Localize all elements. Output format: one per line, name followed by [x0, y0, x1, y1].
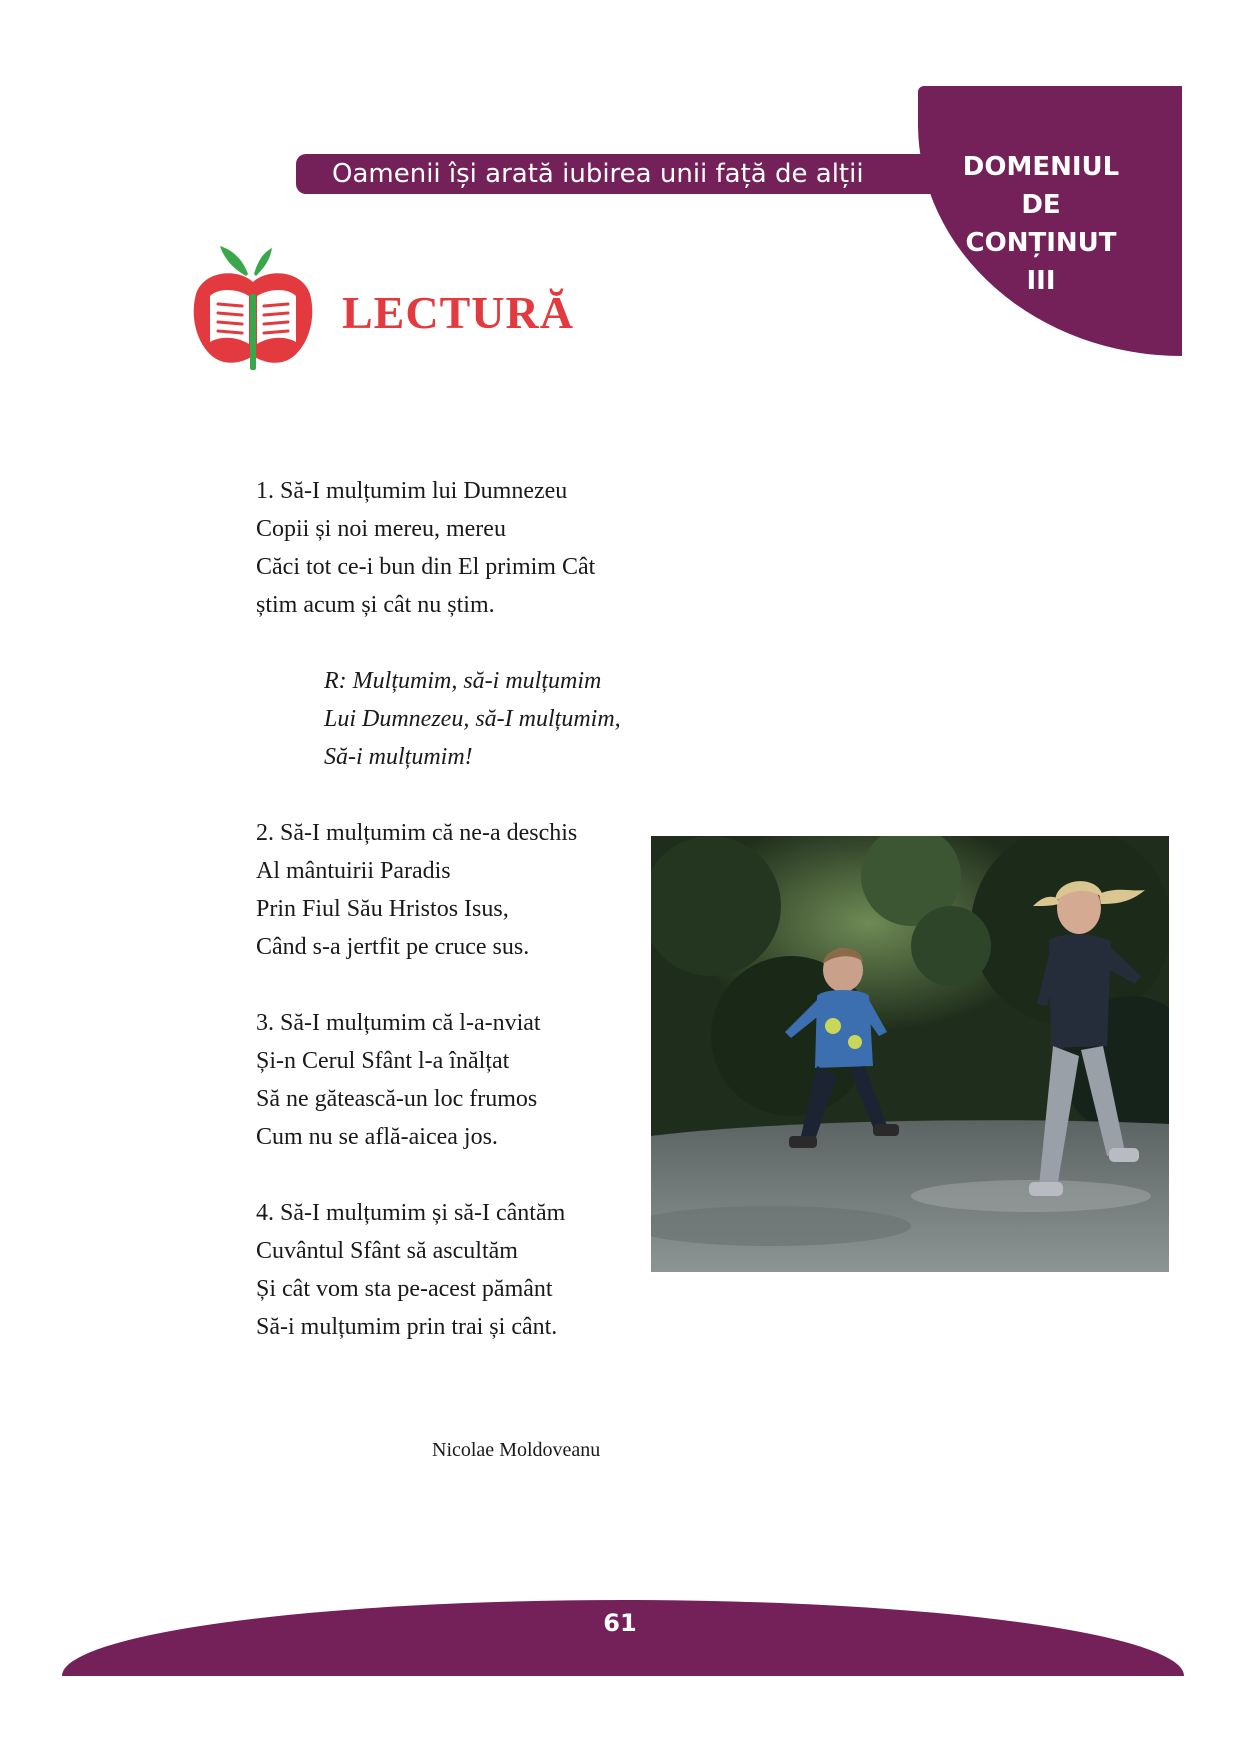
refrain — [256, 662, 676, 776]
poem-line: Cuvântul Sfânt să ascultăm — [256, 1238, 518, 1264]
poem-line: Al mântuirii Paradis — [256, 858, 451, 884]
poem — [256, 472, 676, 1384]
refrain-line: R: Mulțumim, să-i mulțumim — [324, 668, 602, 694]
poem-line: Căci tot ce-i bun din El primim Cât — [256, 554, 596, 580]
domain-label — [948, 148, 1134, 300]
refrain-line: Lui Dumnezeu, să-I mulțumim, — [324, 706, 621, 732]
poem-line: Și-n Cerul Sfânt l-a înălțat — [256, 1048, 510, 1074]
domain-line: CONȚINUT — [965, 228, 1117, 258]
chapter-title: Oamenii își arată iubirea unii față de alții — [332, 159, 864, 189]
domain-line: DOMENIUL — [962, 152, 1120, 182]
domain-line: DE — [1021, 190, 1061, 220]
poem-line: Prin Fiul Său Hristos Isus, — [256, 896, 509, 922]
domain-line: III — [1026, 266, 1056, 296]
poem-line: Și cât vom sta pe-acest pământ — [256, 1276, 553, 1302]
stanza-4 — [256, 1194, 676, 1346]
poem-line: 4. Să-I mulțumim și să-I cântăm — [256, 1200, 566, 1226]
author-name: Nicolae Moldoveanu — [432, 1439, 601, 1461]
poem-line: 1. Să-I mulțumim lui Dumnezeu — [256, 478, 568, 504]
poem-line: Copii și noi mereu, mereu — [256, 516, 506, 542]
poem-line: Să ne gătească-un loc frumos — [256, 1086, 538, 1112]
apple-book-icon — [190, 238, 316, 374]
children-running-photo — [651, 836, 1169, 1272]
section-title: LECTURĂ — [342, 287, 574, 338]
poem-line: Să-i mulțumim prin trai și cânt. — [256, 1314, 558, 1340]
poem-line: Când s-a jertfit pe cruce sus. — [256, 934, 530, 960]
poem-line: 2. Să-I mulțumim că ne-a deschis — [256, 820, 578, 846]
stanza-2 — [256, 814, 676, 966]
poem-line: Cum nu se află-aicea jos. — [256, 1124, 498, 1150]
refrain-line: Să-i mulțumim! — [324, 744, 473, 770]
poem-line: știm acum și cât nu știm. — [256, 592, 495, 618]
stanza-1 — [256, 472, 676, 624]
poem-line: 3. Să-I mulțumim că l-a-nviat — [256, 1010, 541, 1036]
stanza-3 — [256, 1004, 676, 1156]
page-number: 61 — [603, 1609, 637, 1637]
